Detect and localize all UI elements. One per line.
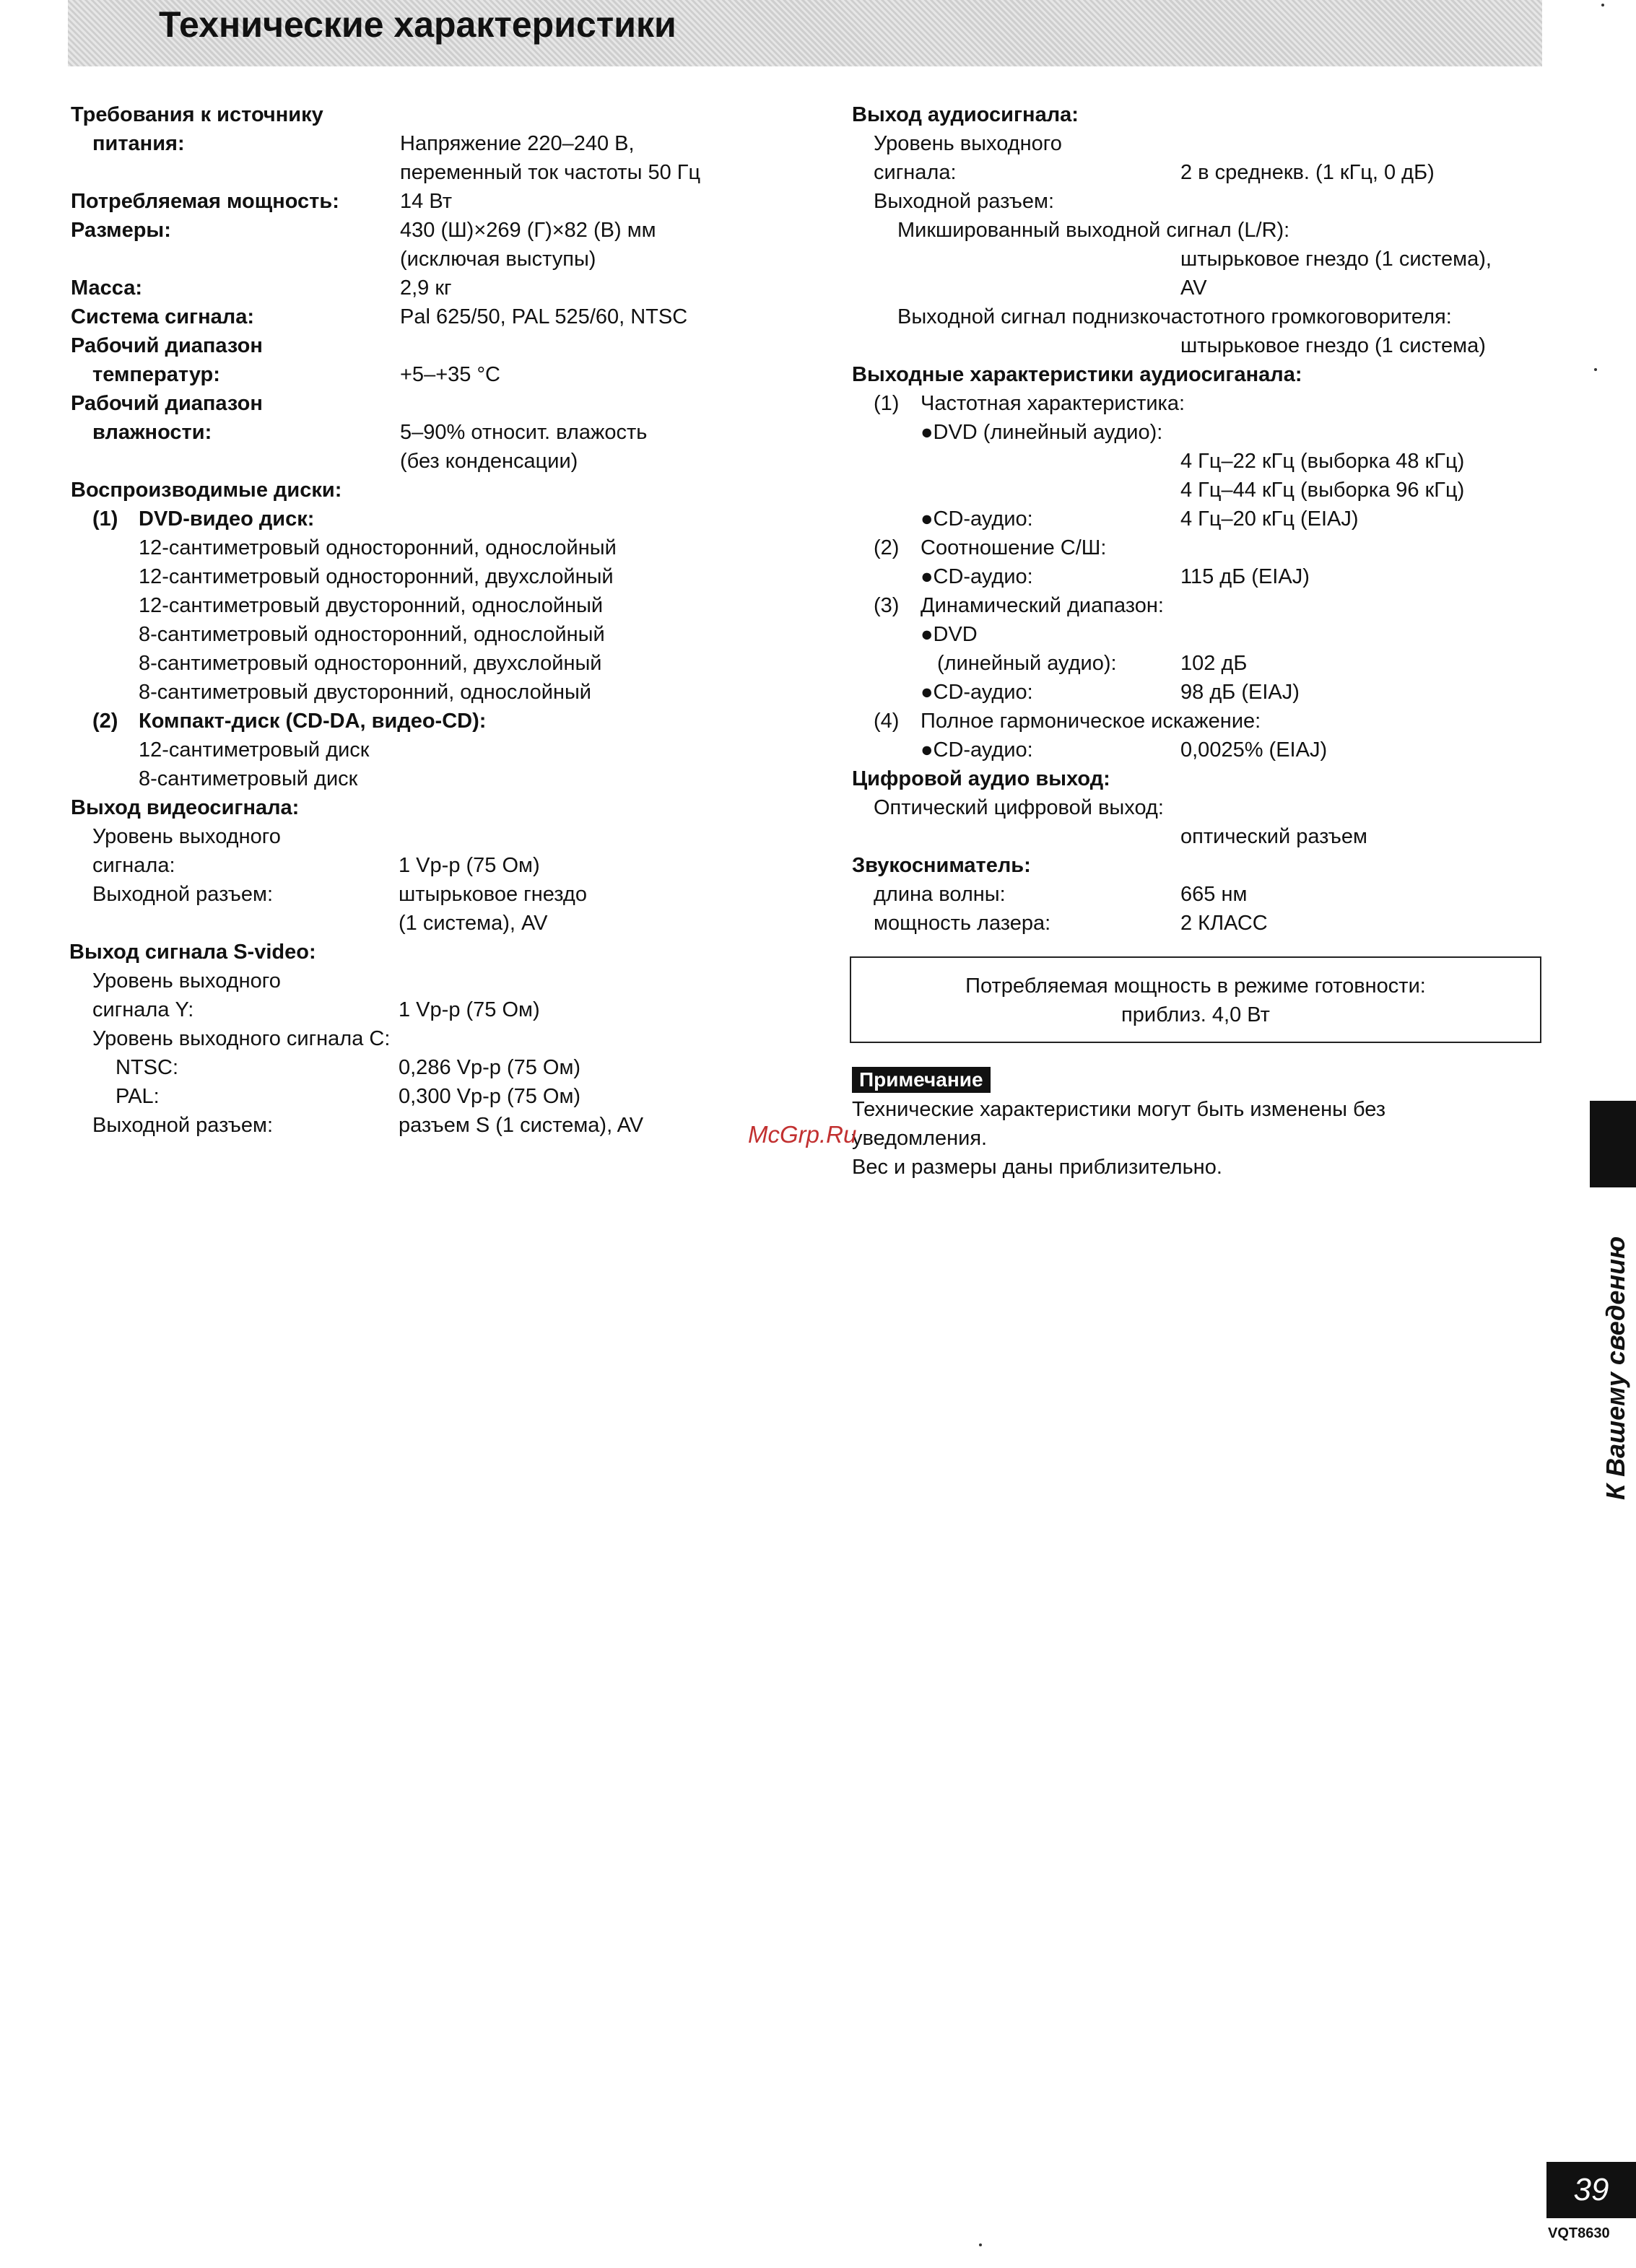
scan-speck <box>1601 4 1604 6</box>
power-req-label: Требования к источнику <box>71 103 323 126</box>
list-item: 8-сантиметровый односторонний, двухслойный <box>139 652 602 675</box>
audio-level-label: Уровень выходного <box>874 132 1062 155</box>
wavelength-label: длина волны: <box>874 883 1006 906</box>
svideo-heading: Выход сигнала S-video: <box>69 941 316 964</box>
svideo-y-label: Уровень выходного <box>92 969 281 993</box>
video-conn-value: штырьковое гнездо <box>399 883 587 906</box>
signal-system-label: Система сигнала: <box>71 305 254 328</box>
audio-char-heading: Выходные характеристики аудиосиганала: <box>852 363 1302 386</box>
doc-code: VQT8630 <box>1548 2225 1610 2241</box>
digital-out-heading: Цифровой аудио выход: <box>852 767 1110 790</box>
video-level-value: 1 Vp-p (75 Ом) <box>399 854 540 877</box>
list-item: 12-сантиметровый диск <box>139 738 370 762</box>
svideo-conn-label: Выходной разъем: <box>92 1114 274 1137</box>
scan-speck <box>979 2243 982 2246</box>
video-conn-label: Выходной разъем: <box>92 883 274 906</box>
thd-cd-label: ●CD-аудио: <box>921 738 1033 762</box>
subwoofer-value: штырьковое гнездо (1 система) <box>1180 334 1486 357</box>
freq-dvd-value-2: 4 Гц–44 кГц (выборка 96 кГц) <box>1180 479 1465 502</box>
freq-label: Частотная характеристика: <box>921 392 1185 415</box>
audio-conn-label: Выходной разъем: <box>874 190 1055 213</box>
note-text-3: Вес и размеры даны приблизительно. <box>852 1156 1222 1179</box>
side-tab-label: К Вашему сведению <box>1601 1236 1630 1500</box>
dyn-number: (3) <box>874 594 900 617</box>
svideo-y-value: 1 Vp-p (75 Ом) <box>399 998 540 1021</box>
dimensions-value-2: (исключая выступы) <box>400 248 596 271</box>
dyn-cd-label: ●CD-аудио: <box>921 681 1033 704</box>
mixed-value-2: AV <box>1180 276 1207 300</box>
dyn-dvd-value: 102 дБ <box>1180 652 1248 675</box>
svideo-c-label: Уровень выходного сигнала С: <box>92 1027 391 1050</box>
list-item: 12-сантиметровый односторонний, однослойный <box>139 536 617 559</box>
list-item: 12-сантиметровый односторонний, двухслойный <box>139 565 614 588</box>
mass-label: Масса: <box>71 276 143 300</box>
standby-value: приблиз. 4,0 Вт <box>1121 1003 1270 1026</box>
mass-value: 2,9 кг <box>400 276 452 300</box>
standby-box <box>850 956 1541 1043</box>
page-title: Технические характеристики <box>159 4 676 45</box>
wavelength-value: 665 нм <box>1180 883 1248 906</box>
audio-level-label-2: сигнала: <box>874 161 957 184</box>
humidity-value: 5–90% относит. влажость <box>400 421 648 444</box>
freq-cd-value: 4 Гц–20 кГц (EIAJ) <box>1180 507 1359 531</box>
scan-speck <box>1594 368 1597 371</box>
freq-number: (1) <box>874 392 900 415</box>
video-out-heading: Выход видеосигнала: <box>71 796 300 819</box>
pal-label: PAL: <box>116 1085 160 1108</box>
svideo-conn-value: разъем S (1 система), AV <box>399 1114 644 1137</box>
thd-label: Полное гармоническое искажение: <box>921 710 1261 733</box>
humidity-label: Рабочий диапазон <box>71 392 263 415</box>
freq-cd-label: ●CD-аудио: <box>921 507 1033 531</box>
snr-cd-value: 115 дБ (EIAJ) <box>1180 565 1310 588</box>
video-conn-value-2: (1 система), AV <box>399 912 548 935</box>
laser-label: мощность лазера: <box>874 912 1051 935</box>
dvd-heading: DVD-видео диск: <box>139 507 315 531</box>
audio-level-value: 2 в среднекв. (1 кГц, 0 дБ) <box>1180 161 1435 184</box>
side-tab-marker <box>1590 1101 1636 1187</box>
standby-text: Потребляемая мощность в режиме готовности: <box>965 974 1426 998</box>
dimensions-label: Размеры: <box>71 219 171 242</box>
dyn-dvd-label: ●DVD <box>921 623 978 646</box>
watermark: McGrp.Ru <box>748 1121 857 1148</box>
consumption-label: Потребляемая мощность: <box>71 190 339 213</box>
ntsc-value: 0,286 Vp-p (75 Ом) <box>399 1056 581 1079</box>
thd-number: (4) <box>874 710 900 733</box>
video-level-label: Уровень выходного <box>92 825 281 848</box>
cd-number: (2) <box>92 710 118 733</box>
power-req-value-2: переменный ток частоты 50 Гц <box>400 161 701 184</box>
dyn-dvd-label-2: (линейный аудио): <box>937 652 1117 675</box>
dvd-number: (1) <box>92 507 118 531</box>
note-badge: Примечание <box>852 1067 991 1093</box>
snr-label: Соотношение С/Ш: <box>921 536 1107 559</box>
optical-value: оптический разъем <box>1180 825 1367 848</box>
page-number: 39 <box>1546 2162 1636 2218</box>
pal-value: 0,300 Vp-p (75 Ом) <box>399 1085 581 1108</box>
humidity-value-2: (без конденсации) <box>400 450 578 473</box>
cd-heading: Компакт-диск (CD-DA, видео-CD): <box>139 710 487 733</box>
temp-label: Рабочий диапазон <box>71 334 263 357</box>
discs-heading: Воспроизводимые диски: <box>71 479 342 502</box>
dyn-cd-value: 98 дБ (EIAJ) <box>1180 681 1300 704</box>
list-item: 8-сантиметровый диск <box>139 767 358 790</box>
list-item: 12-сантиметровый двусторонний, однослойный <box>139 594 604 617</box>
list-item: 8-сантиметровый двусторонний, однослойный <box>139 681 591 704</box>
dyn-label: Динамический диапазон: <box>921 594 1164 617</box>
mixed-value: штырьковое гнездо (1 система), <box>1180 248 1492 271</box>
optical-label: Оптический цифровой выход: <box>874 796 1164 819</box>
subwoofer-label: Выходной сигнал поднизкочастотного громкоговорителя: <box>897 305 1452 328</box>
temp-value: +5–+35 °С <box>400 363 500 386</box>
freq-dvd-label: ●DVD (линейный аудио): <box>921 421 1163 444</box>
thd-cd-value: 0,0025% (EIAJ) <box>1180 738 1328 762</box>
video-level-label-2: сигнала: <box>92 854 175 877</box>
temp-label-2: температур: <box>92 363 220 386</box>
mixed-label: Микшированный выходной сигнал (L/R): <box>897 219 1290 242</box>
dimensions-value: 430 (Ш)×269 (Г)×82 (В) мм <box>400 219 656 242</box>
laser-value: 2 КЛАСС <box>1180 912 1268 935</box>
pickup-heading: Звукосниматель: <box>852 854 1031 877</box>
list-item: 8-сантиметровый односторонний, однослойный <box>139 623 605 646</box>
power-req-label-2: питания: <box>92 132 185 155</box>
audio-out-heading: Выход аудиосигнала: <box>852 103 1079 126</box>
snr-number: (2) <box>874 536 900 559</box>
signal-system-value: Pal 625/50, PAL 525/60, NTSC <box>400 305 688 328</box>
power-req-value: Напряжение 220–240 В, <box>400 132 635 155</box>
note-text-2: уведомления. <box>852 1127 988 1150</box>
svideo-y-label-2: сигнала Y: <box>92 998 194 1021</box>
note-text: Технические характеристики могут быть изменены без <box>852 1098 1386 1121</box>
consumption-value: 14 Вт <box>400 190 452 213</box>
humidity-label-2: влажности: <box>92 421 212 444</box>
freq-dvd-value: 4 Гц–22 кГц (выборка 48 кГц) <box>1180 450 1465 473</box>
snr-cd-label: ●CD-аудио: <box>921 565 1033 588</box>
ntsc-label: NTSC: <box>116 1056 178 1079</box>
